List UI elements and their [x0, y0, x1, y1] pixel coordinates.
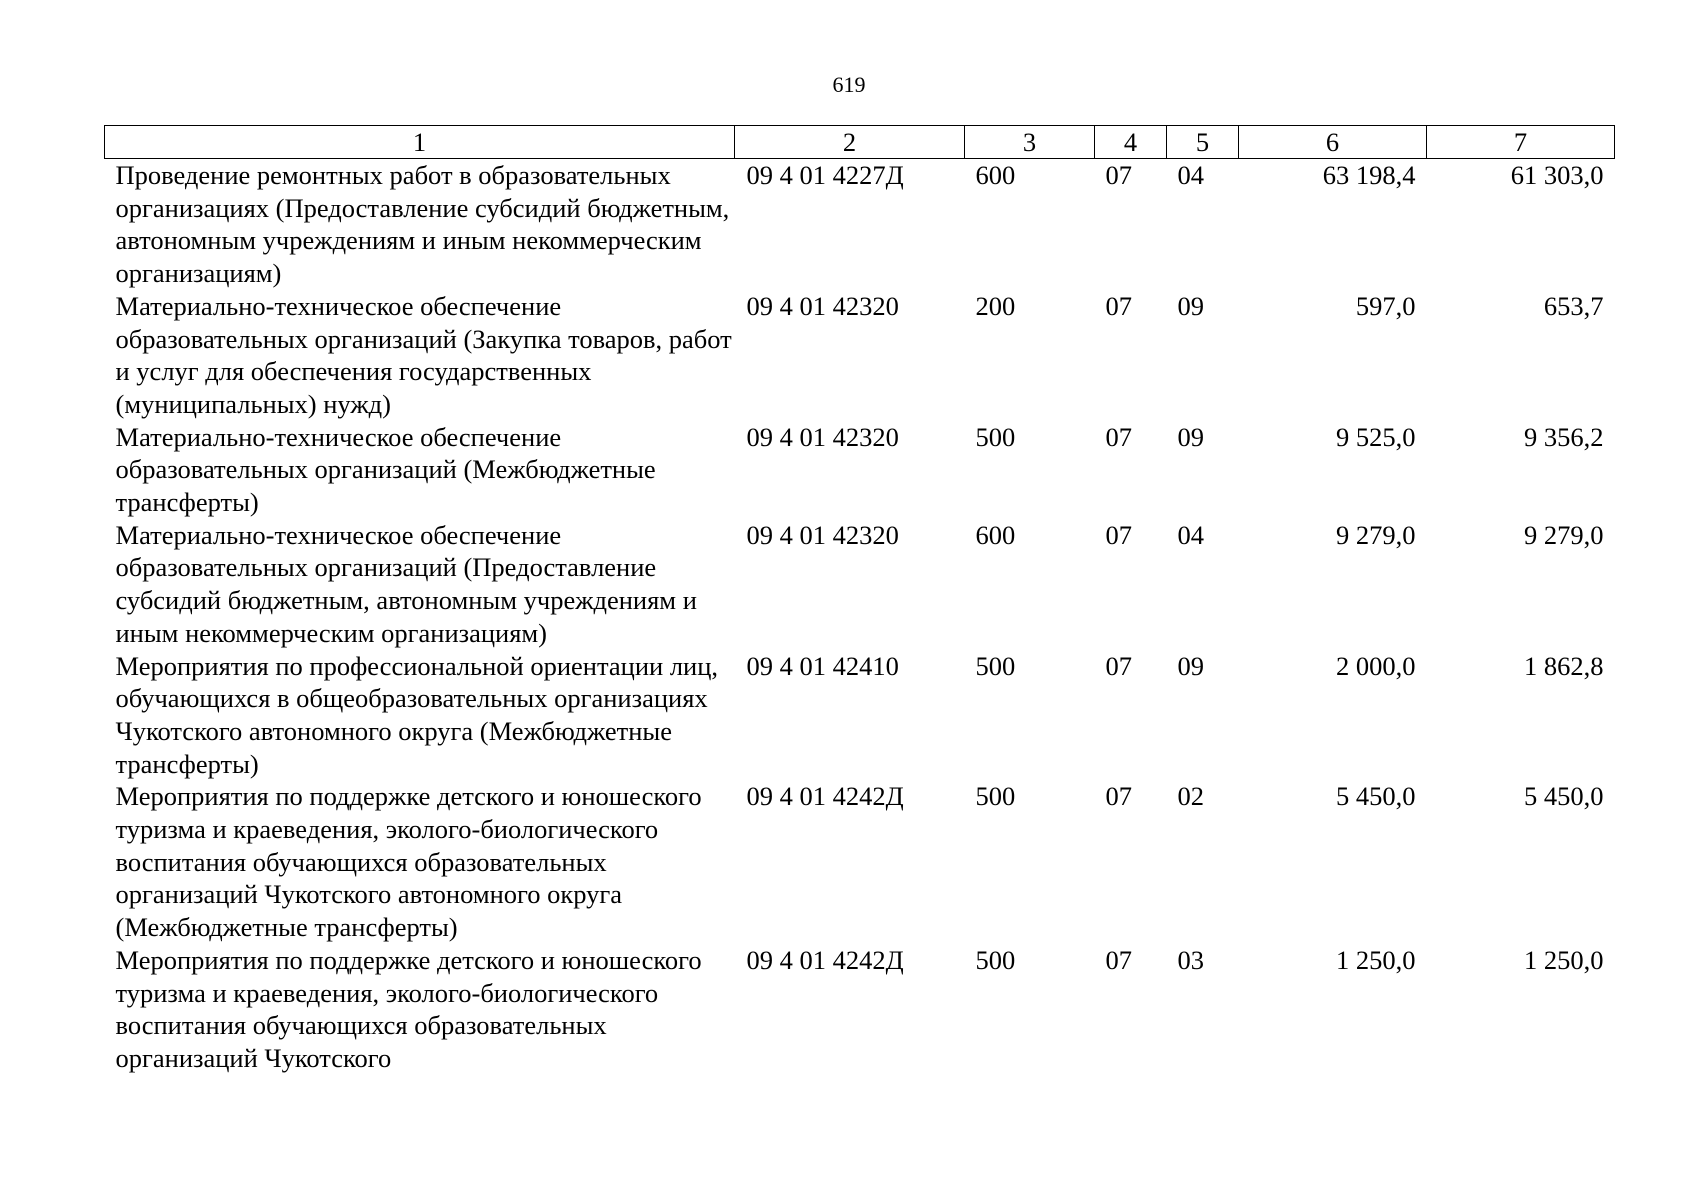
expense-name: Мероприятия по профессиональной ориентации лиц, обучающихся в общеобразовательных организациях Чукотского автономного округа (Межбюджетные трансферты): [115, 650, 719, 779]
amount-col7: 9 356,2: [1524, 421, 1604, 452]
table-header-row: [105, 126, 1615, 159]
target-article-code: 09 4 01 4227Д: [746, 160, 904, 190]
target-article-code: 09 4 01 42320: [746, 290, 899, 321]
subsection: 09: [1177, 290, 1204, 321]
expense-group: 500: [975, 650, 1016, 681]
target-article-code: 09 4 01 4242Д: [746, 944, 904, 975]
amount-col6: 9 279,0: [1336, 519, 1416, 550]
expense-name: Мероприятия по поддержке детского и юношеского туризма и краеведения, эколого-биологического воспитания обучающихся образовательных организаций Чукотского автономного округа (Межбюджетные трансферты): [115, 781, 702, 943]
amount-col7: 61 303,0: [1510, 160, 1604, 190]
column-header: 2: [735, 126, 965, 159]
amount-col6: 597,0: [1355, 290, 1416, 321]
expense-name: Мероприятия по поддержке детского и юношеского туризма и краеведения, эколого-биологического воспитания обучающихся образовательных организаций Чукотского: [115, 944, 702, 1073]
table-row: [105, 650, 1615, 781]
table-row: [105, 519, 1615, 650]
target-article-code: 09 4 01 42320: [746, 519, 899, 550]
column-header: 7: [1427, 126, 1615, 159]
subsection: 03: [1177, 944, 1204, 975]
amount-col7: 1 250,0: [1524, 944, 1604, 975]
amount-col6: 2 000,0: [1336, 650, 1416, 681]
subsection: 04: [1177, 160, 1204, 190]
amount-col6: 63 198,4: [1322, 160, 1416, 190]
expense-group: 500: [975, 944, 1016, 975]
amount-col7: 1 862,8: [1524, 650, 1604, 681]
subsection: 02: [1177, 781, 1204, 812]
subsection: 09: [1177, 421, 1204, 452]
column-header: 4: [1095, 126, 1167, 159]
table-row: [105, 944, 1615, 1075]
table-row: [105, 421, 1615, 519]
section: 07: [1105, 160, 1132, 190]
column-header: 5: [1167, 126, 1239, 159]
expense-name: Проведение ремонтных работ в образовательных организациях (Предоставление субсидий бюджетным, автономным учреждениям и иным некоммерческим организациям): [115, 160, 730, 289]
page-number: 619: [832, 72, 866, 97]
subsection: 04: [1177, 519, 1204, 550]
subsection: 09: [1177, 650, 1204, 681]
expense-group: 200: [975, 290, 1016, 321]
table-row: [105, 290, 1615, 421]
expense-group: 600: [975, 519, 1016, 550]
section: 07: [1105, 650, 1132, 681]
expense-name: Материально-техническое обеспечение образовательных организаций (Предоставление субсидий бюджетным, автономным учреждениям и иным некоммерческим организациям): [115, 519, 697, 648]
amount-col6: 1 250,0: [1336, 944, 1416, 975]
section: 07: [1105, 421, 1132, 452]
expense-name: Материально-техническое обеспечение образовательных организаций (Межбюджетные трансферты): [115, 421, 656, 518]
expense-group: 500: [975, 781, 1016, 812]
section: 07: [1105, 290, 1132, 321]
expense-group: 500: [975, 421, 1016, 452]
amount-col7: 5 450,0: [1524, 781, 1604, 812]
section: 07: [1105, 944, 1132, 975]
amount-col7: 9 279,0: [1524, 519, 1604, 550]
table-row: [105, 780, 1615, 944]
table-row: [105, 159, 1615, 290]
expense-name: Материально-техническое обеспечение образовательных организаций (Закупка товаров, работ и услуг для обеспечения государственных (муниципальных) нужд): [115, 290, 732, 419]
target-article-code: 09 4 01 42320: [746, 421, 899, 452]
amount-col6: 9 525,0: [1336, 421, 1416, 452]
budget-table: [104, 125, 1615, 1075]
target-article-code: 09 4 01 4242Д: [746, 781, 904, 812]
section: 07: [1105, 781, 1132, 812]
expense-group: 600: [975, 160, 1016, 190]
column-header: 3: [965, 126, 1095, 159]
column-header: 6: [1239, 126, 1427, 159]
column-header: 1: [105, 126, 735, 159]
amount-col6: 5 450,0: [1336, 781, 1416, 812]
amount-col7: 653,7: [1543, 290, 1604, 321]
target-article-code: 09 4 01 42410: [746, 650, 899, 681]
section: 07: [1105, 519, 1132, 550]
